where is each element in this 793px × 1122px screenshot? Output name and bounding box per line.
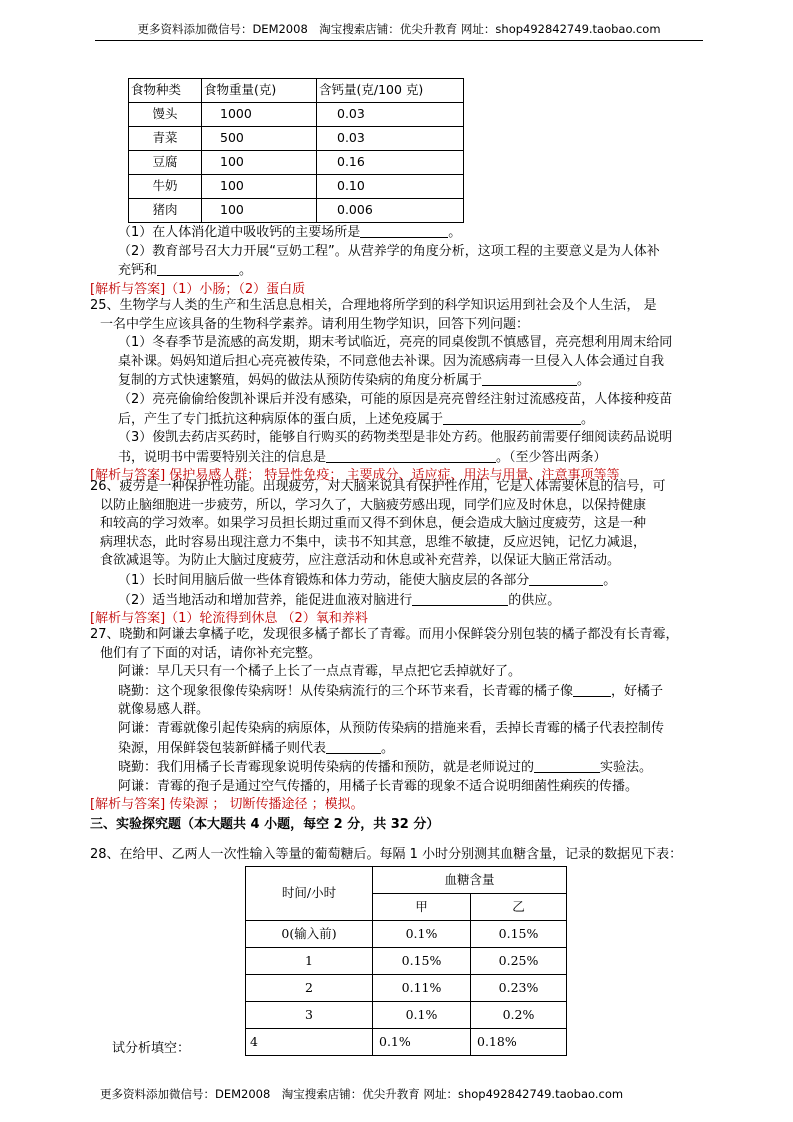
q27-line-2: 他们有了下面的对话，请你补充完整。 [100, 645, 322, 661]
table-cell: 1 [246, 948, 373, 975]
answer-blank[interactable] [573, 682, 611, 697]
q26-s1: （1）长时间用脑后做一些体育锻炼和体力劳动，能使大脑皮层的各部分 。 [118, 572, 617, 588]
q27-dialog-4 [90, 758, 705, 778]
answer-blank[interactable] [326, 448, 496, 463]
table-cell: 0.18% [471, 1029, 567, 1056]
table-cell: 0.11% [373, 975, 471, 1002]
q27-d4a: 晓勤：我们用橘子长青霉现象说明传染病的传播和预防，就是老师说过的 [118, 760, 535, 776]
q24-part1 [90, 223, 705, 243]
q27-block [90, 626, 705, 815]
q26-line-4: 病理状态，此时容易出现注意力不集中，读书不知其意，思维不敏捷，反应迟钝，记忆力减退， [100, 534, 647, 550]
q27-line-1: 27、晓勤和阿谦去拿橘子吃，发现很多橘子都长了青霉。而用小保鲜袋分别包装的橘子都没有长青霉， [90, 627, 679, 642]
table-cell: 2 [246, 975, 373, 1002]
q24-answer: [解析与答案]（1）小肠；（2）蛋白质 [90, 281, 306, 297]
table-cell: 0.2% [471, 1002, 567, 1029]
q24-part2-text: （2）教育部号召大力开展“豆奶工程”。从营养学的角度分析，这项工程的主要意义是为人体补 [118, 243, 660, 259]
punct: 。 [239, 263, 253, 279]
header-cell: 乙 [471, 894, 567, 921]
q26-s2-text: （2）适当地活动和增加营养，能促进血液对脑进行 [118, 592, 413, 608]
table-row [246, 1002, 567, 1029]
table-row [129, 175, 464, 199]
table-cell: 0.15% [373, 948, 471, 975]
table-cell: 100 [202, 175, 317, 199]
q27-dialog-3-cont: 染源，用保鲜袋包装新鲜橘子则代表 。 [118, 740, 395, 756]
q27-dialog-3: 阿谦：青霉就像引起传染病的病原体，从预防传染病的措施来看，丢掉长青霉的橘子代表控制传 [118, 720, 665, 736]
q25-s1c: 复制的方式快速繁殖，妈妈的做法从预防传染病的角度分析属于 。 [118, 373, 591, 389]
q25-s3b [90, 448, 705, 468]
answer-blank[interactable] [157, 261, 239, 276]
table-cell: 3 [246, 1002, 373, 1029]
q28-stem: 28、在给甲、乙两人一次性输入等量的葡萄糖后。每隔 1 小时分别测其血糖含量，记录的数据见下表： [90, 847, 683, 862]
q26-block [90, 478, 705, 629]
q27-dialog-2 [90, 682, 705, 702]
q25-stem-2: 一名中学生应该具备的生物科学素养。请利用生物学知识，回答下列问题： [100, 316, 530, 332]
table-header-row [246, 867, 567, 894]
table-cell: 0.1% [373, 1002, 471, 1029]
q25-s3a: （3）俊凯去药店买药时，能够自行购买的药物类型是非处方药。他服药前需要仔细阅读药品说明 [118, 430, 673, 446]
blood-sugar-table [245, 866, 567, 1056]
q26-line-2: 以防止脑细胞进一步疲劳，所以，学习久了，大脑疲劳感出现，同学们应及时休息，以保持健康 [100, 497, 647, 513]
q25-answer: [解析与答案] 保护易感人群； 特异性免疫； 主要成分、适应症、用法与用量、注意事项等等 [90, 468, 620, 484]
table-cell: 0.03 [317, 103, 464, 127]
table-row [246, 975, 567, 1002]
q24-part2-text2: 充钙和 [118, 263, 158, 279]
table-cell: 豆腐 [129, 151, 202, 175]
q25-s2b-text: 后，产生了专门抵抗这种病原体的蛋白质，上述免疫属于 [118, 411, 444, 427]
header-cell: 甲 [373, 894, 471, 921]
header-cell: 血糖含量 [373, 867, 567, 894]
table-row [246, 921, 567, 948]
answer-blank[interactable] [360, 223, 448, 238]
q26-line-3: 和较高的学习效率。如果学习员担长期过重而又得不到休息，便会造成大脑过度疲劳，这是一种 [100, 516, 647, 532]
table-row [129, 127, 464, 151]
q26-answer: [解析与答案]（1）轮流得到休息 （2）氧和养料 [90, 611, 368, 627]
q26-line-5: 食欲减退等。为防止大脑过度疲劳，应注意活动和休息或补充营养，以保证大脑正常活动。 [100, 553, 621, 569]
table-cell: 0.15% [471, 921, 567, 948]
header-cell: 含钙量(克/100 克) [317, 79, 464, 103]
header-cell: 食物重量(克) [202, 79, 317, 103]
table-cell: 100 [202, 199, 317, 223]
q27-d3b: 染源，用保鲜袋包装新鲜橘子则代表 [118, 740, 327, 756]
table-cell: 猪肉 [129, 199, 202, 223]
q26-s2 [90, 591, 705, 611]
table-row [129, 199, 464, 223]
q27-answer: [解析与答案] 传染源 ； 切断传播途径 ；模拟。 [90, 797, 364, 813]
table-cell: 0.1% [373, 1029, 471, 1056]
table-cell: 0(输入前) [246, 921, 373, 948]
q26-s2-end: 的供应。 [508, 592, 561, 608]
q27-d2a: 晓勤：这个现象很像传染病呀！从传染病流行的三个环节来看，长青霉的橘子像 [118, 683, 574, 699]
table-row [129, 103, 464, 127]
q25-s3c-text: 。（至少答出两条） [496, 449, 607, 465]
table-cell: 0.006 [317, 199, 464, 223]
table-cell: 0.25% [471, 948, 567, 975]
q24-part2 [90, 243, 705, 262]
q27-dialog-5: 阿谦：青霉的孢子是通过空气传播的，用橘子长青霉的现象不适合说明细菌性痢疾的传播。 [118, 778, 639, 794]
q25-block [90, 297, 705, 486]
answer-blank[interactable] [534, 758, 600, 773]
q26-s1-text: （1）长时间用脑后做一些体育锻炼和体力劳动，能使大脑皮层的各部分 [118, 572, 530, 588]
q25-s1c-text: 复制的方式快速繁殖，妈妈的做法从预防传染病的角度分析属于 [118, 373, 483, 389]
table-row [129, 151, 464, 175]
q25-stem-1: 25、生物学与人类的生产和生活息息相关，合理地将所学到的科学知识运用到社会及个人生活， 是 [90, 298, 657, 313]
table-cell: 青菜 [129, 127, 202, 151]
table-cell: 0.10 [317, 175, 464, 199]
q27-d2b: ，好橘子 [611, 683, 664, 699]
q27-dialog-1: 阿谦：早几天只有一个橘子上长了一点点青霉，早点把它丢掉就好了。 [118, 664, 522, 680]
table-cell: 馒头 [129, 103, 202, 127]
section3-title: 三、实验探究题（本大题共 4 小题，每空 2 分，共 32 分） [90, 817, 440, 832]
answer-blank[interactable] [529, 571, 603, 586]
page-footer: 更多资料添加微信号：DEM2008 淘宝搜索店铺：优尖升教育 网址：shop492842749.taobao.com [100, 1087, 624, 1101]
header-cell: 时间/小时 [246, 867, 373, 921]
table-cell: 1000 [202, 103, 317, 127]
q26-line-1: 26、疲劳是一种保护性功能。出现疲劳，对大脑来说具有保护性作用，它是人体需要休息的信号，可 [90, 479, 666, 494]
answer-blank[interactable] [412, 591, 508, 606]
table-cell: 0.03 [317, 127, 464, 151]
q25-s2a: （2）亮亮偷偷给俊凯补课后并没有感染，可能的原因是亮亮曾经注射过流感疫苗，人体接种疫苗 [118, 391, 673, 407]
q24-part1-text: （1）在人体消化道中吸收钙的主要场所是 [118, 225, 361, 240]
q27-dialog-2-cont: 就像易感人群。 [118, 702, 210, 718]
table-cell: 牛奶 [129, 175, 202, 199]
answer-blank[interactable] [482, 371, 577, 386]
table-cell: 0.23% [471, 975, 567, 1002]
punct: 。 [448, 225, 462, 240]
table-cell: 0.1% [373, 921, 471, 948]
table-cell: 0.16 [317, 151, 464, 175]
q27-d4b: 实验法。 [600, 760, 653, 776]
q25-s1b: 桌补课。妈妈知道后担心亮亮被传染，不同意他去补课。因为流感病毒一旦侵入人体会通过自我 [118, 353, 665, 369]
q25-s2b: 后，产生了专门抵抗这种病原体的蛋白质，上述免疫属于 。 [118, 411, 595, 427]
q25-s3b-text: 书，说明书中需要特别关注的信息是 [118, 449, 327, 465]
header-cell: 食物种类 [129, 79, 202, 103]
food-calcium-table [128, 78, 464, 223]
answer-blank[interactable] [443, 410, 581, 425]
answer-blank[interactable] [326, 739, 381, 754]
q24-block [90, 223, 705, 299]
table-cell: 100 [202, 151, 317, 175]
table-row [246, 948, 567, 975]
q24-part2-cont [90, 261, 705, 281]
q25-s1a: （1）冬春季节是流感的高发期，期末考试临近，亮亮的同桌俊凯不慎感冒，亮亮想利用周末给同 [118, 335, 673, 351]
q28-after: 试分析填空： [112, 1041, 191, 1056]
page-header: 更多资料添加微信号：DEM2008 淘宝搜索店铺：优尖升教育 网址：shop492842749.taobao.com [95, 18, 703, 41]
table-cell: 4 [246, 1029, 373, 1056]
table-header-row [129, 79, 464, 103]
table-cell: 500 [202, 127, 317, 151]
